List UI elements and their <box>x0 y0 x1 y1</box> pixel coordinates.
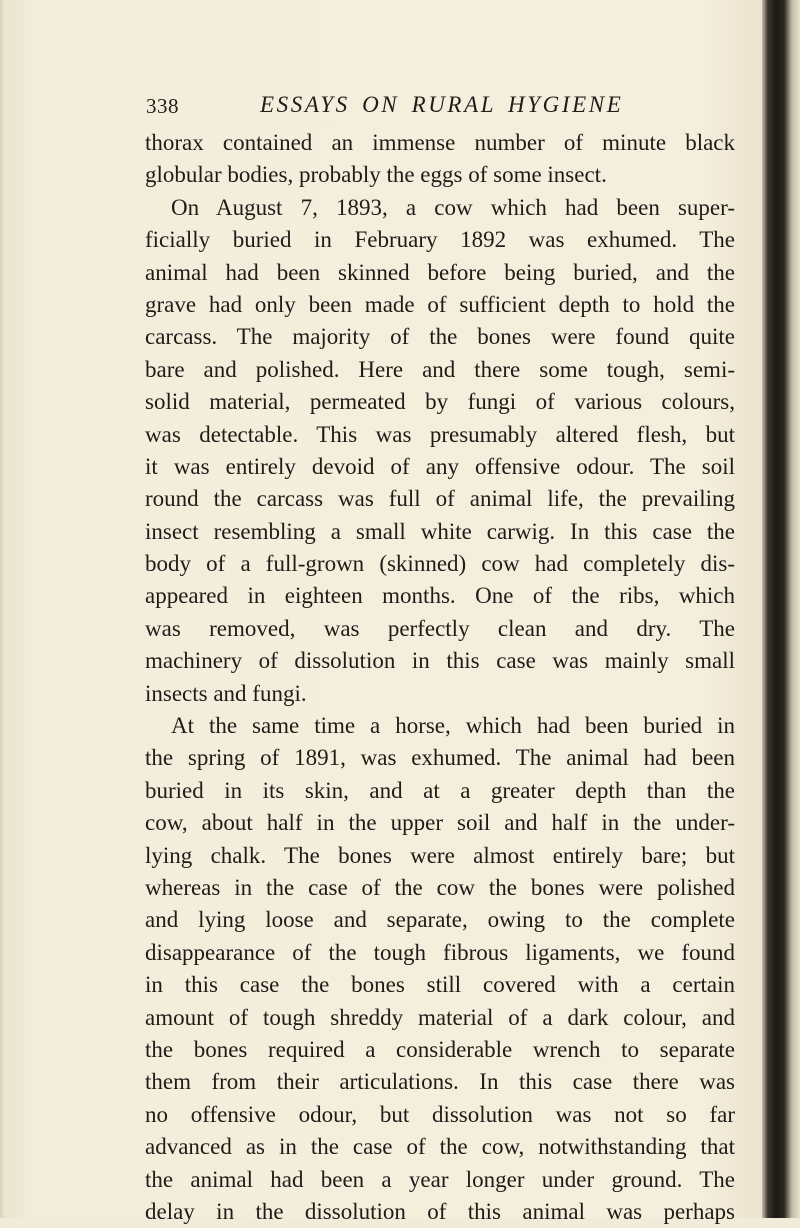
page-left-edge <box>0 0 6 1218</box>
text-line: the bones required a considerable wrench to separate <box>145 1036 735 1062</box>
text-line: solid material, permeated by fungi of various colours, <box>145 389 735 415</box>
text-line: bare and polished. Here and there some tough, semi- <box>145 356 735 382</box>
text-line: round the carcass was full of animal life, the prevailing <box>145 486 735 512</box>
text-line: them from their articulations. In this case there was <box>145 1069 735 1095</box>
text-line: machinery of dissolution in this case was mainly small <box>145 648 735 674</box>
text-line: At the same time a horse, which had been buried in <box>171 713 735 739</box>
text-line: in this case the bones still covered with a certain <box>145 972 735 998</box>
text-line: disappearance of the tough fibrous ligaments, we found <box>145 939 735 965</box>
text-line: globular bodies, probably the eggs of some insect. <box>145 162 607 188</box>
text-line: buried in its skin, and at a greater depth than the <box>145 777 735 803</box>
text-line: insects and fungi. <box>145 680 307 706</box>
text-line: insect resembling a small white carwig. In this case the <box>145 518 735 544</box>
text-line: the spring of 1891, was exhumed. The animal had been <box>145 745 735 771</box>
text-line: amount of tough shreddy material of a dark colour, and <box>145 1004 735 1030</box>
text-line: delay in the dissolution of this animal was perhaps <box>145 1198 735 1224</box>
text-line: grave had only been made of sufficient depth to hold the <box>145 291 735 317</box>
text-line: whereas in the case of the cow the bones were polished <box>145 874 735 900</box>
book-binding-edge <box>762 0 800 1218</box>
text-line: was removed, was perfectly clean and dry. The <box>145 615 735 641</box>
text-line: thorax contained an immense number of minute black <box>145 130 735 155</box>
text-line: lying chalk. The bones were almost entirely bare; but <box>145 842 735 868</box>
text-line: no offensive odour, but dissolution was not so far <box>145 1101 735 1127</box>
text-line: cow, about half in the upper soil and half in the under- <box>145 810 735 836</box>
page-header <box>146 92 746 126</box>
text-line: advanced as in the case of the cow, notwithstanding that <box>145 1134 735 1160</box>
body-text <box>145 127 735 1228</box>
running-title: ESSAYS ON RURAL HYGIENE <box>260 92 624 117</box>
text-line: body of a full-grown (skinned) cow had completely dis- <box>145 551 735 577</box>
text-line: animal had been skinned before being buried, and the <box>145 259 735 285</box>
text-line: appeared in eighteen months. One of the ribs, which <box>145 583 735 609</box>
page-number: 338 <box>146 94 179 118</box>
text-line: ficially buried in February 1892 was exhumed. The <box>145 227 735 253</box>
text-line: carcass. The majority of the bones were found quite <box>145 324 735 350</box>
text-line: was detectable. This was presumably altered flesh, but <box>145 421 735 447</box>
text-line: On August 7, 1893, a cow which had been super- <box>171 194 735 220</box>
text-line: it was entirely devoid of any offensive odour. The soil <box>145 453 735 479</box>
text-line: the animal had been a year longer under ground. The <box>145 1166 735 1192</box>
text-line: and lying loose and separate, owing to the complete <box>145 907 735 933</box>
